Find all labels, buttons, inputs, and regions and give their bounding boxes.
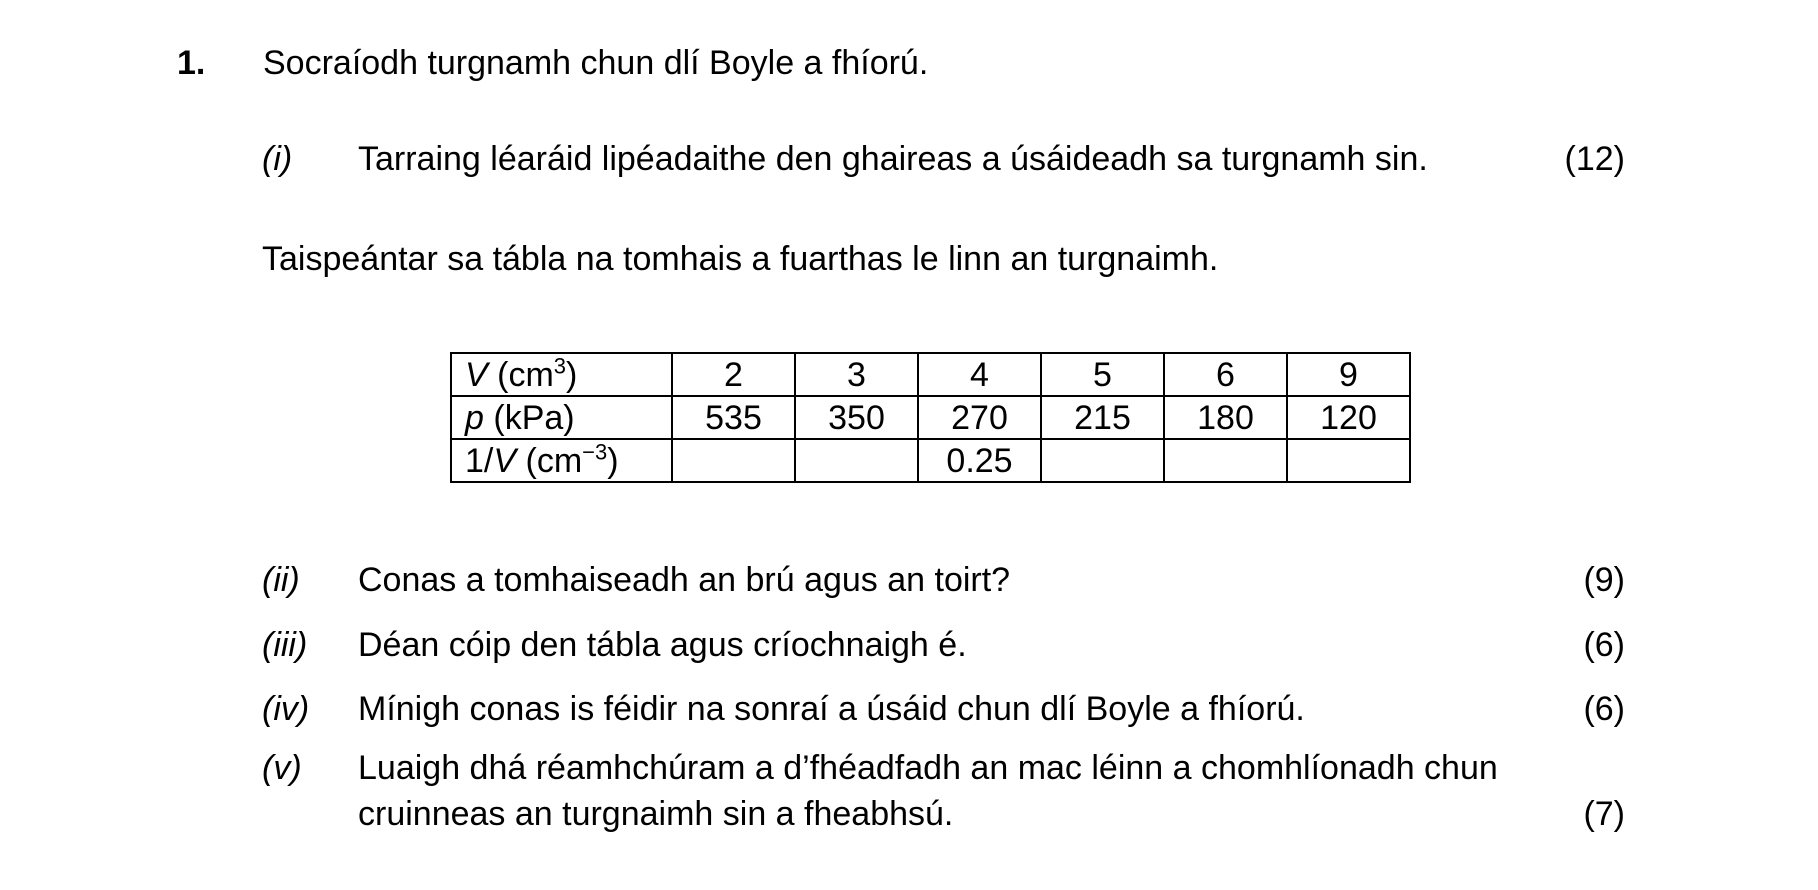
table-cell: 215	[1041, 396, 1164, 439]
part-marks: (9)	[1583, 561, 1625, 599]
row-header-inverse-volume: 1/V $(cm^{-3})$	[451, 439, 672, 482]
question-number: 1.	[177, 44, 206, 82]
question-part-iii	[262, 622, 1625, 668]
table-cell	[1287, 439, 1410, 482]
row-header-volume: V $(cm^3)$	[451, 353, 672, 396]
table-cell: 9	[1287, 353, 1410, 396]
part-text: Mínigh conas is féidir na sonraí a úsáid chun dlí Boyle a fhíorú.	[358, 690, 1305, 728]
question-part-iv	[262, 686, 1625, 732]
table-cell	[1041, 439, 1164, 482]
part-label: (v)	[262, 749, 302, 787]
question-part-ii	[262, 557, 1625, 603]
part-text: Tarraing léaráid lipéadaithe den ghaireas a úsáideadh sa turgnamh sin.	[358, 140, 1428, 178]
part-text	[358, 745, 1625, 837]
table-row-pressure	[451, 396, 1410, 439]
part-text: Conas a tomhaiseadh an brú agus an toirt?	[358, 561, 1011, 599]
table-intro-text: Taispeántar sa tábla na tomhais a fuarthas le linn an turgnaimh.	[262, 240, 1219, 278]
question-intro: Socraíodh turgnamh chun dlí Boyle a fhíorú.	[263, 44, 929, 82]
table-row-volume	[451, 353, 1410, 396]
part-label: (iv)	[262, 690, 310, 728]
part-marks: (7)	[1583, 795, 1625, 833]
table-cell: 4	[918, 353, 1041, 396]
part-text-line-2: cruinneas an turgnaimh sin a fheabhsú.	[358, 795, 954, 833]
table-cell	[672, 439, 795, 482]
table-cell: 350	[795, 396, 918, 439]
table-cell: 6	[1164, 353, 1287, 396]
table-row-inverse-volume	[451, 439, 1410, 482]
question-part-v	[262, 745, 1625, 837]
part-marks: (6)	[1583, 626, 1625, 664]
table-cell: 3	[795, 353, 918, 396]
part-label: (ii)	[262, 561, 300, 599]
part-marks: (6)	[1583, 690, 1625, 728]
part-label: (iii)	[262, 626, 308, 664]
table-cell: 5	[1041, 353, 1164, 396]
part-text: Déan cóip den tábla agus críochnaigh é.	[358, 626, 967, 664]
table-cell: 180	[1164, 396, 1287, 439]
question-part-i	[262, 136, 1625, 182]
table-cell	[1164, 439, 1287, 482]
table-cell: 270	[918, 396, 1041, 439]
part-marks: (12)	[1564, 140, 1625, 178]
table-cell	[795, 439, 918, 482]
part-text-line-1: Luaigh dhá réamhchúram a d’fhéadfadh an mac léinn a chomhlíonadh chun	[358, 749, 1498, 787]
table-cell: 2	[672, 353, 795, 396]
measurements-table	[450, 352, 1411, 483]
table-cell: 535	[672, 396, 795, 439]
row-header-pressure: p (kPa)	[451, 396, 672, 439]
table-cell: 0.25	[918, 439, 1041, 482]
table-cell: 120	[1287, 396, 1410, 439]
part-label: (i)	[262, 140, 293, 178]
